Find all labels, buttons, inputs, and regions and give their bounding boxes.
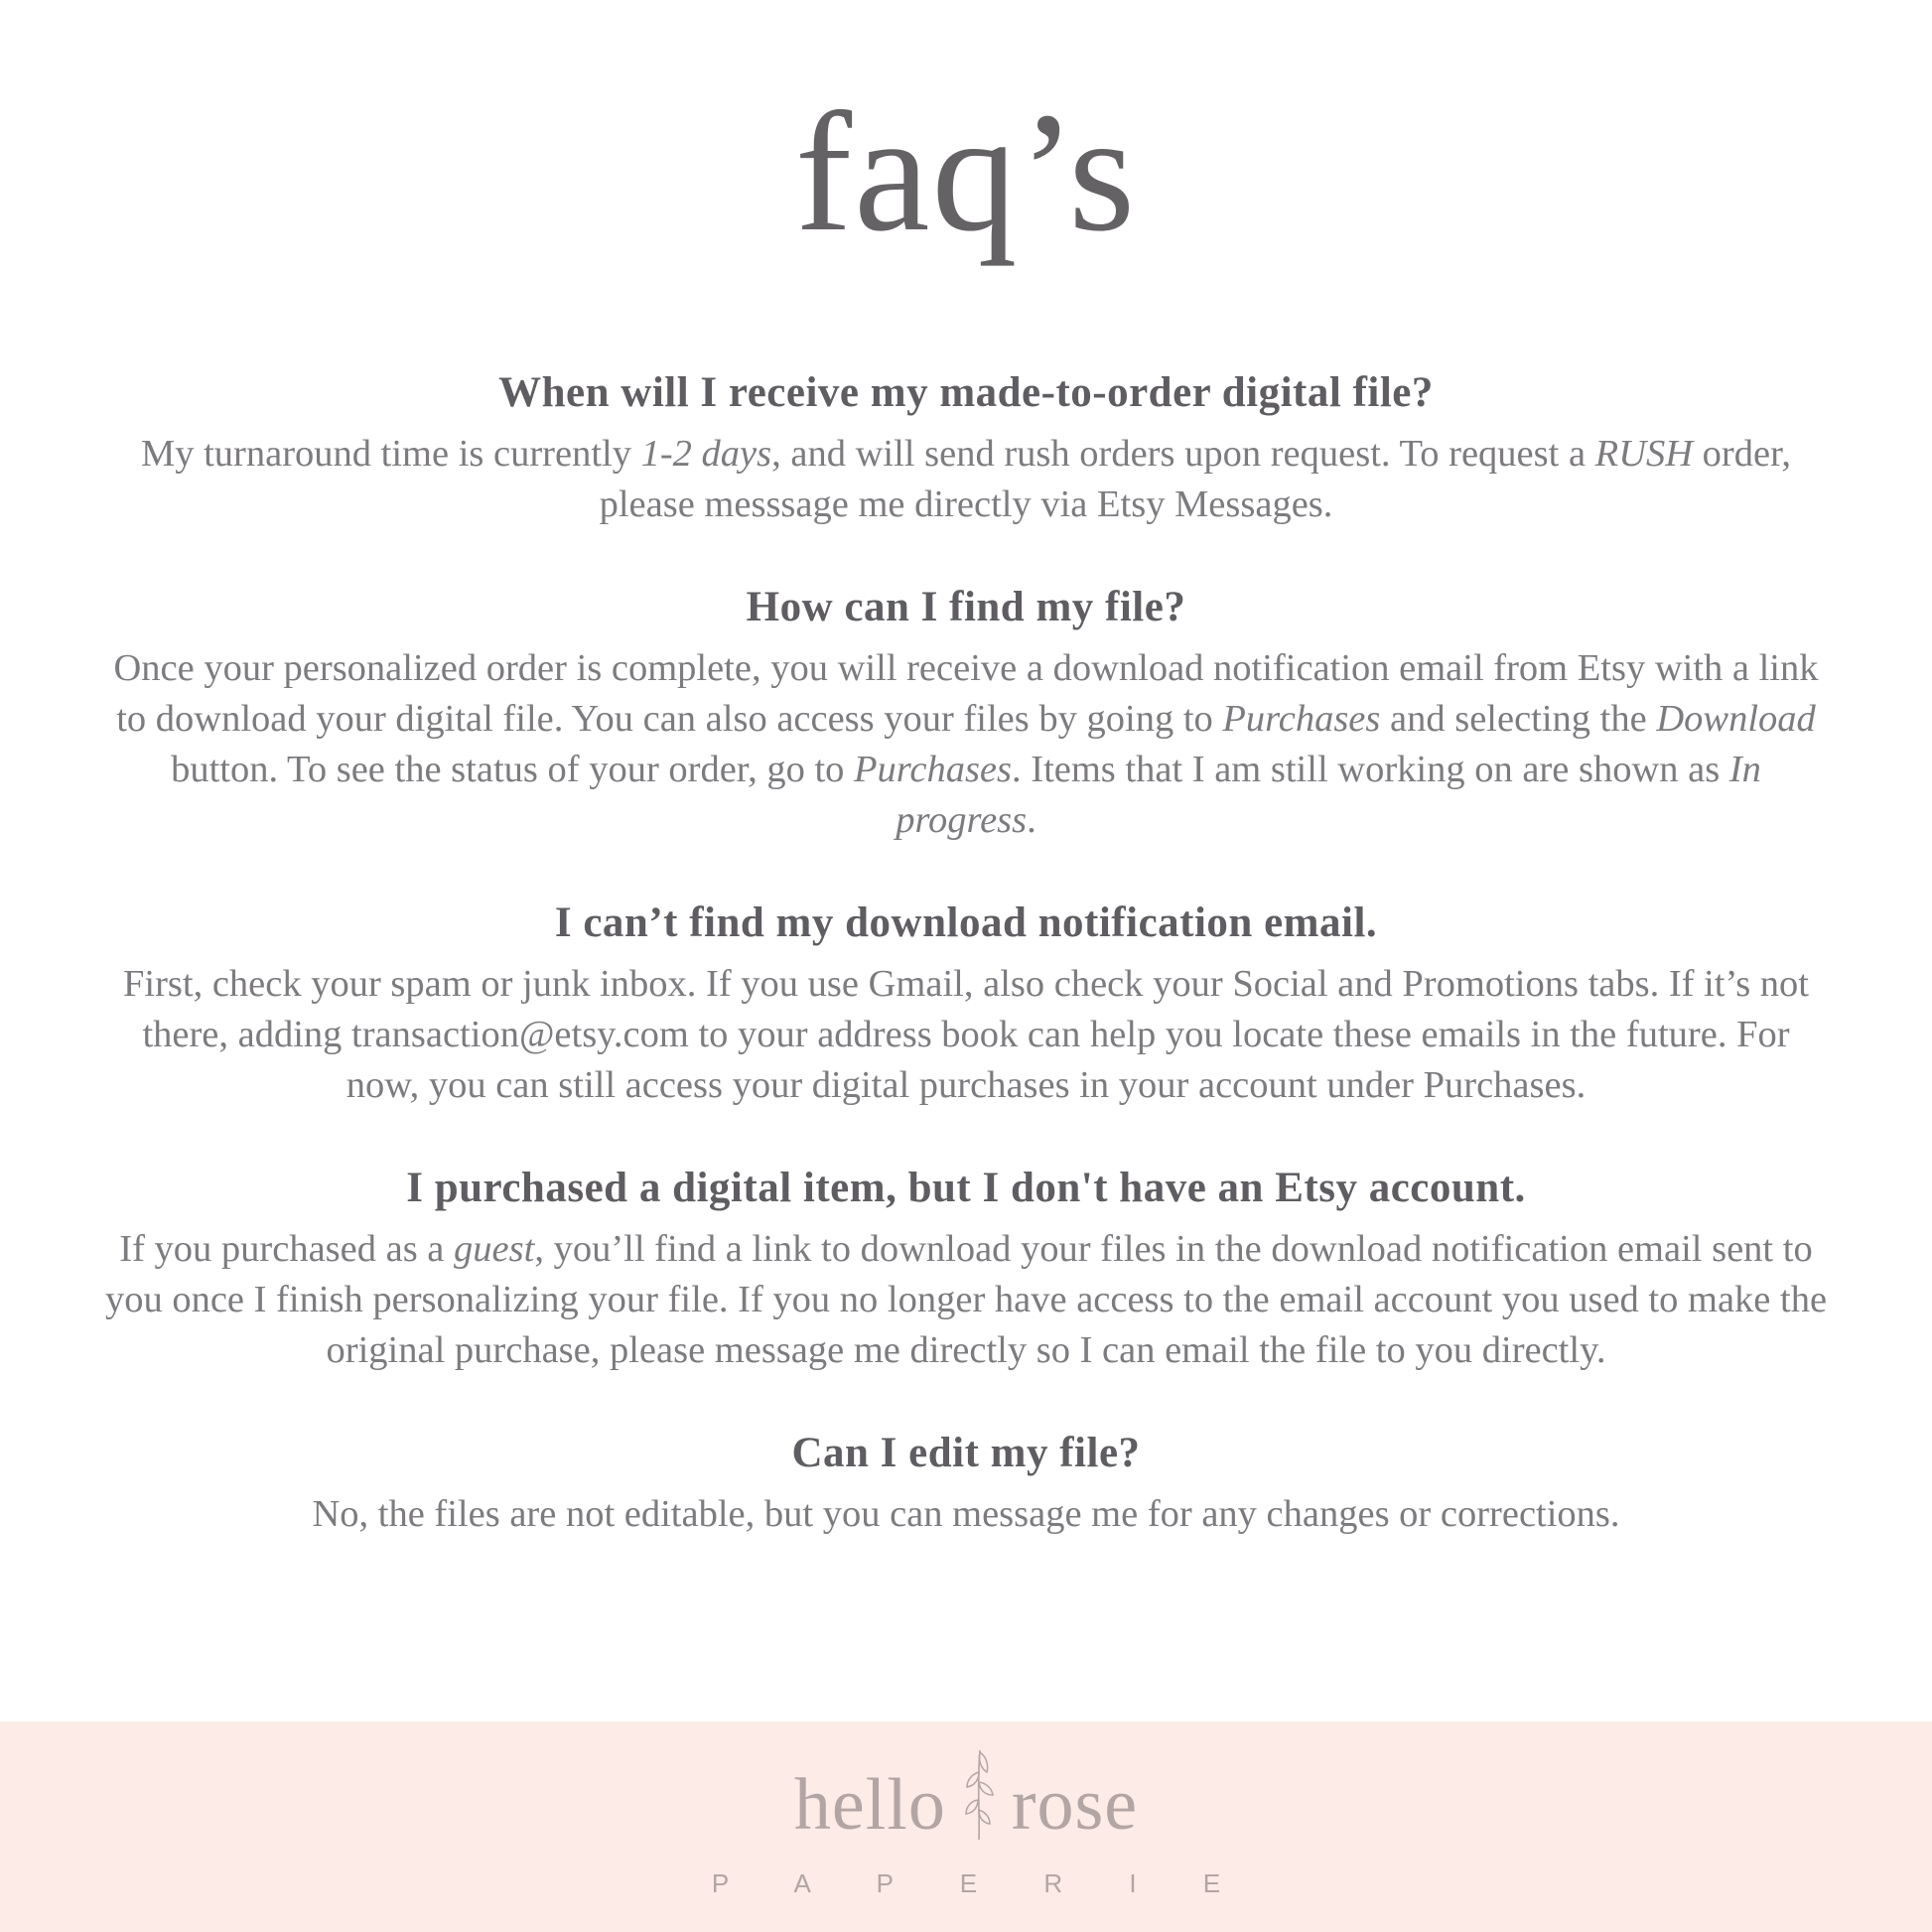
faq-question: How can I find my file? bbox=[746, 584, 1186, 631]
faq-answer: First, check your spam or junk inbox. If you use Gmail, also check your Social and Promotions tabs. If it’s not there, adding transaction@etsy.com to your address book can help you locate these emails in the future. For now, you can still access your digital purchases in your account under Purchases. bbox=[122, 963, 1810, 1107]
footer bbox=[0, 1722, 1932, 1932]
faq-section-notification-email bbox=[102, 896, 1830, 1111]
faq-answer: No, the files are not editable, but you can message me for any changes or corrections. bbox=[312, 1493, 1620, 1536]
faq-answer: If you purchased as a guest, you’ll find a link to download your files in the download notification email sent to you once I finish personalizing your file. If you no longer have access to the email account you used to make the original purchase, please message me directly so I can email the file to you directly. bbox=[104, 1228, 1828, 1372]
brand-subtitle: P A P E R I E bbox=[711, 1868, 1251, 1898]
faq-question: I purchased a digital item, but I don't have an Etsy account. bbox=[406, 1165, 1526, 1212]
brand-logo bbox=[794, 1754, 1138, 1855]
leaf-sprig-icon bbox=[956, 1746, 1002, 1847]
faq-section-turnaround bbox=[102, 365, 1830, 530]
faq-answer: Once your personalized order is complete, you will receive a download notification email from Etsy with a link to download your digital file. You can also access your files by going to Purchases and selecting the Download button. To see the status of your order, go to Purchases. Items that I am still working on are shown as In progress. bbox=[113, 647, 1819, 842]
brand-word-hello: hello bbox=[793, 1763, 946, 1846]
faq-section-no-etsy-account bbox=[102, 1161, 1830, 1376]
page-title: faq’s bbox=[794, 78, 1138, 267]
faq-question: I can’t find my download notification email. bbox=[554, 899, 1378, 947]
faq-section-find-file bbox=[102, 580, 1830, 846]
faq-question: Can I edit my file? bbox=[791, 1430, 1141, 1477]
faq-answer: My turnaround time is currently 1-2 days, and will send rush orders upon request. To request a RUSH order, please messsage me directly via Etsy Messages. bbox=[141, 433, 1791, 526]
faq-list bbox=[102, 365, 1830, 1540]
brand-word-rose: rose bbox=[1011, 1763, 1139, 1846]
faq-section-edit-file bbox=[102, 1426, 1830, 1540]
faq-question: When will I receive my made-to-order digital file? bbox=[498, 369, 1434, 416]
